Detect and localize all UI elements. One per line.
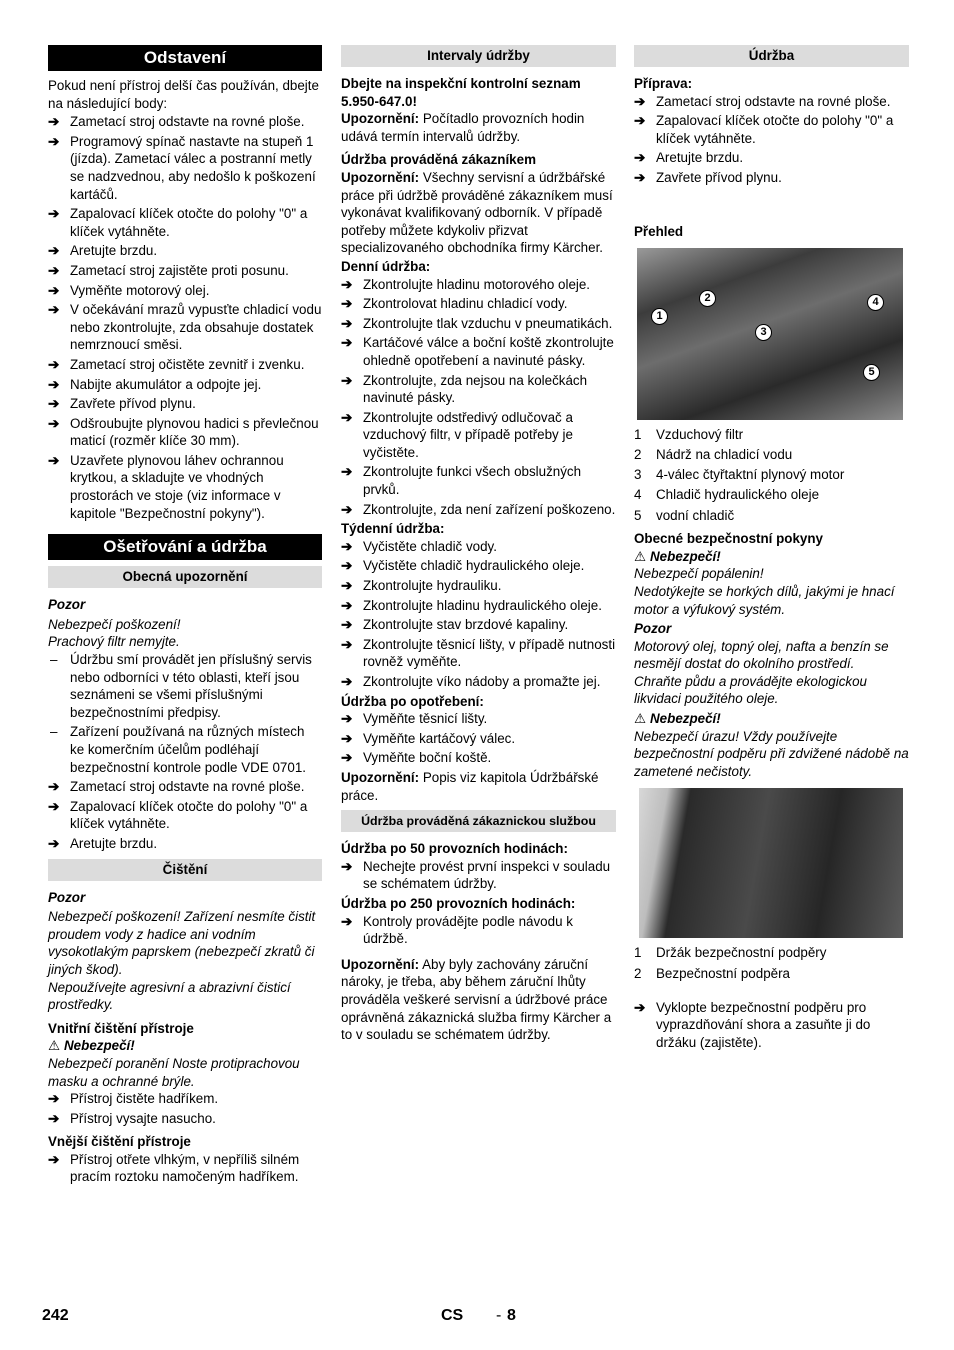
engine-photo — [637, 248, 903, 420]
list-item: ➔ Zapalovací klíček otočte do polohy "0" a klíček vytáhněte. — [634, 112, 909, 147]
list-item: ➔ Zametací stroj odstavte na rovné ploše. — [48, 113, 322, 131]
list-item: ➔ Zkontrolujte funkci všech obslužných prvků. — [341, 463, 616, 498]
list-item: ➔ Zkontrolujte hydrauliku. — [341, 577, 616, 595]
h250-list — [341, 913, 616, 948]
list-item: ➔ Uzavřete plynovou láhev ochrannou krytkou, a skladujte ve vhodných prostorách ve stoje (viz informace v kapitole "Bezpečnostní pokyny"). — [48, 452, 322, 522]
pozor-label: Pozor — [48, 889, 86, 905]
list-item: ➔ Vyměňte motorový olej. — [48, 282, 322, 300]
list-item: ➔ Kartáčové válce a boční koště zkontrolujte ohledně opotřebení a navinuté pásky. — [341, 334, 616, 369]
vnitrni-list — [48, 1090, 322, 1127]
list-item: ➔ Zametací stroj zajistěte proti posunu. — [48, 262, 322, 280]
vnejsi-title: Vnější čištění přístroje — [48, 1134, 191, 1150]
list-item: ➔ Zkontrolujte odstředivý odlučovač a vzduchový filtr, v případě potřeby je vyčistěte. — [341, 409, 616, 462]
nebezpeci-text: Nebezpečí popálenin! — [634, 566, 764, 582]
list-item: ➔ Zkontrolujte hladinu hydraulického oleje. — [341, 597, 616, 615]
list-item: ➔ Nechejte provést první inspekci v souladu se schématem údržby. — [341, 858, 616, 893]
column-right — [634, 45, 909, 1053]
nebezpeci-text: Nebezpečí úrazu! Vždy používejte bezpečnostní podpěru při zdvižené nádobě na zametené nečistoty. — [634, 728, 909, 779]
denni-title: Denní údržba: — [341, 258, 431, 274]
nebezpeci-label: ⚠ Nebezpečí! — [48, 1038, 135, 1054]
column-left — [48, 45, 322, 1188]
column-middle — [341, 45, 616, 1045]
warning-triangle-icon: ⚠ — [48, 1038, 61, 1054]
podpera-legend — [634, 944, 909, 982]
list-item: ➔ Zametací stroj odstavte na rovné ploše. — [48, 778, 322, 796]
nebezpeci-label: ⚠ Nebezpečí! — [634, 711, 721, 727]
pozor-label: Pozor — [634, 621, 672, 637]
dash-list — [48, 651, 322, 776]
list-item: ➔ Zkontrolujte stav brzdové kapaliny. — [341, 616, 616, 634]
list-item: ➔ Kontroly provádějte podle návodu k údržbě. — [341, 913, 616, 948]
pozor-text: Nebezpečí poškození! Zařízení nesmíte čistit proudem vody z hadice ani vodním vysokotlakým paprskem (nebezpečí zkratů či jiných škod). — [48, 909, 316, 977]
vnejsi-list — [48, 1151, 322, 1186]
list-item: – Zařízení používaná na různých místech ke komerčním účelům podléhají bezpečnostní kontrole podle VDE 0701. — [48, 723, 322, 776]
upozorneni-1: Upozornění: Počítadlo provozních hodin udává termín intervalů údržby. — [341, 111, 585, 144]
list-item: ➔ Vyklopte bezpečnostní podpěru pro vyprazdňování shora a zasuňte ji do držáku (zajistěte). — [634, 999, 909, 1052]
footer-separator: - — [496, 1307, 502, 1324]
pozor-text: Nebezpečí poškození! — [48, 616, 181, 632]
list-item: ➔ Aretujte brzdu. — [48, 835, 322, 853]
language-code: CS — [441, 1307, 464, 1324]
list-item: ➔ Zkontrolujte tlak vzduchu v pneumatikách. — [341, 315, 616, 333]
list-item: ➔ Vyměňte kartáčový válec. — [341, 730, 616, 748]
legend-item: 1 Držák bezpečnostní podpěry — [634, 945, 827, 961]
bezpecnost-title: Obecné bezpečnostní pokyny — [634, 531, 823, 547]
tydenni-list — [341, 538, 616, 691]
pozor-label: Pozor — [48, 597, 86, 613]
prehled-legend — [634, 426, 909, 524]
heading-intervaly: Intervaly údržby — [341, 45, 616, 67]
list-item: ➔ Zametací stroj očistěte zevnitř i zvenku. — [48, 356, 322, 374]
footer-subpage: 8 — [507, 1307, 516, 1324]
legend-item: 1 Vzduchový filtr — [634, 427, 744, 443]
list-item: ➔ Zkontrolujte těsnicí lišty, v případě nutnosti rovněž vyměňte. — [341, 636, 616, 671]
safety-support-photo — [639, 788, 903, 938]
heading-sluzba: Údržba prováděná zákaznickou službou — [341, 810, 616, 832]
heading-osetrovani: Ošetřování a údržba — [48, 534, 322, 560]
list-item: ➔ Zapalovací klíček otočte do polohy "0" a klíček vytáhněte. — [48, 798, 322, 833]
list-item: ➔ Vyčistěte chladič vody. — [341, 538, 616, 556]
heading-udrzba: Údržba — [634, 45, 909, 67]
callout-badge: 2 — [699, 290, 716, 307]
priprava-list — [634, 93, 909, 187]
heading-obecna: Obecná upozornění — [48, 566, 322, 588]
legend-item: 3 4-válec čtyřtaktní plynový motor — [634, 467, 845, 483]
list-item: ➔ V očekávání mrazů vypusťte chladicí vodu nebo zkontrolujte, zda obsahuje dostatek nemrznoucí směsi. — [48, 301, 322, 354]
warning-triangle-icon: ⚠ — [634, 548, 647, 564]
upozorneni-3: Upozornění: Popis viz kapitola Údržbářské práce. — [341, 769, 599, 803]
list-item: ➔ Vyměňte boční koště. — [341, 749, 616, 767]
vnitrni-title: Vnitřní čištění přístroje — [48, 1020, 194, 1036]
list-item: ➔ Zavřete přívod plynu. — [48, 395, 322, 413]
checklist-note: Dbejte na inspekční kontrolní seznam 5.950-647.0! — [341, 76, 581, 109]
warning-triangle-icon: ⚠ — [634, 711, 647, 727]
list-item: ➔ Přístroj vysajte nasucho. — [48, 1110, 322, 1128]
upozorneni-2: Upozornění: Všechny servisní a údržbářské práce při údržbě prováděné zákazníkem musí vykonávat kvalifikovaný odborník. V případě potřeby můžete kdykoliv přizvat specializovaného obchodníka firmy Kärcher. — [341, 169, 613, 256]
list-item: ➔ Odšroubujte plynovou hadici s převlečnou maticí (rozměr klíče 30 mm). — [48, 415, 322, 450]
page-number: 242 — [42, 1307, 69, 1324]
list-item: ➔ Aretujte brzdu. — [634, 149, 909, 167]
heading-odstaveni: Odstavení — [48, 45, 322, 71]
pozor-text: Nepoužívejte agresivní a abrazivní čisticí prostředky. — [48, 979, 291, 1013]
h50-title: Údržba po 50 provozních hodinách: — [341, 841, 568, 857]
legend-item: 4 Chladič hydraulického oleje — [634, 487, 820, 503]
list-item: ➔ Programový spínač nastavte na stupeň 1 (jízda). Zametací válec a postranní metly se nadzvednou, aby nedošlo k poškození kartáčů. — [48, 133, 322, 203]
list-item: ➔ Zavřete přívod plynu. — [634, 169, 909, 187]
upozorneni-4: Upozornění: Aby byly zachovány záruční nároky, je třeba, aby během záruční lhůty prováděla veškeré servisní a údržbové práce oprávněná zákaznická služba firmy Kärcher a to v souladu se schématem údržby. — [341, 956, 612, 1043]
final-list — [634, 999, 909, 1052]
pozor-text: Motorový olej, topný olej, nafta a benzín se nesmějí dostat do okolního prostředí. — [634, 638, 889, 672]
legend-item: 2 Bezpečnostní podpěra — [634, 965, 791, 981]
list-item: ➔ Zkontrolujte, zda nejsou na kolečkách navinuté pásky. — [341, 372, 616, 407]
pozor-text: Prachový filtr nemyjte. — [48, 634, 180, 650]
h50-list — [341, 858, 616, 893]
support-photo-wrap — [634, 788, 909, 938]
list-item: ➔ Zkontrolujte hladinu motorového oleje. — [341, 276, 616, 294]
list-item: ➔ Zkontrolujte víko nádoby a promažte jej. — [341, 673, 616, 691]
nebezpeci-text: Nebezpečí poranění Noste protiprachovou masku a ochranné brýle. — [48, 1055, 300, 1089]
nebezpeci-text: Nedotýkejte se horkých dílů, jakými je hnací motor a výfukový systém. — [634, 583, 895, 617]
legend-item: 5 vodní chladič — [634, 507, 735, 523]
list-item: ➔ Zametací stroj odstavte na rovné ploše. — [634, 93, 909, 111]
list-item: ➔ Přístroj otřete vlhkým, v nepříliš silném pracím roztoku namočeným hadříkem. — [48, 1151, 322, 1186]
obecna-list — [48, 778, 322, 852]
list-item: ➔ Zkontrolovat hladinu chladicí vody. — [341, 295, 616, 313]
zakaznik-title: Údržba prováděná zákazníkem — [341, 152, 536, 168]
intro-text: Pokud není přístroj delší čas používán, dbejte na následující body: — [48, 78, 319, 111]
denni-list — [341, 276, 616, 519]
list-item: ➔ Přístroj čistěte hadříkem. — [48, 1090, 322, 1108]
list-item: ➔ Nabijte akumulátor a odpojte jej. — [48, 376, 322, 394]
list-item: ➔ Zapalovací klíček otočte do polohy "0" a klíček vytáhněte. — [48, 205, 322, 240]
legend-item: 2 Nádrž na chladicí vodu — [634, 447, 793, 463]
h250-title: Údržba po 250 provozních hodinách: — [341, 895, 576, 911]
callout-badge: 4 — [867, 294, 884, 311]
list-item: ➔ Vyčistěte chladič hydraulického oleje. — [341, 557, 616, 575]
list-item: – Údržbu smí provádět jen příslušný servis nebo odborníci v této oblasti, kteří jsou seznámeni se všemi příslušnými bezpečnostními předpisy. — [48, 651, 322, 721]
heading-cisteni: Čištění — [48, 859, 322, 881]
list-item: ➔ Aretujte brzdu. — [48, 242, 322, 260]
callout-badge: 3 — [755, 324, 772, 341]
nebezpeci-label: ⚠ Nebezpečí! — [634, 548, 721, 564]
pozor-text: Chraňte půdu a provádějte ekologickou likvidaci použitého oleje. — [634, 673, 868, 707]
priprava-title: Příprava: — [634, 76, 693, 91]
odstaveni-list — [48, 113, 322, 522]
tydenni-title: Týdenní údržba: — [341, 521, 445, 537]
prehled-title: Přehled — [634, 223, 684, 239]
callout-badge: 5 — [863, 364, 880, 381]
opotrebeni-list — [341, 710, 616, 767]
callout-badge: 1 — [651, 308, 668, 325]
list-item: ➔ Vyměňte těsnicí lišty. — [341, 710, 616, 728]
opotrebeni-title: Údržba po opotřebení: — [341, 693, 484, 709]
list-item: ➔ Zkontrolujte, zda není zařízení poškozeno. — [341, 501, 616, 519]
